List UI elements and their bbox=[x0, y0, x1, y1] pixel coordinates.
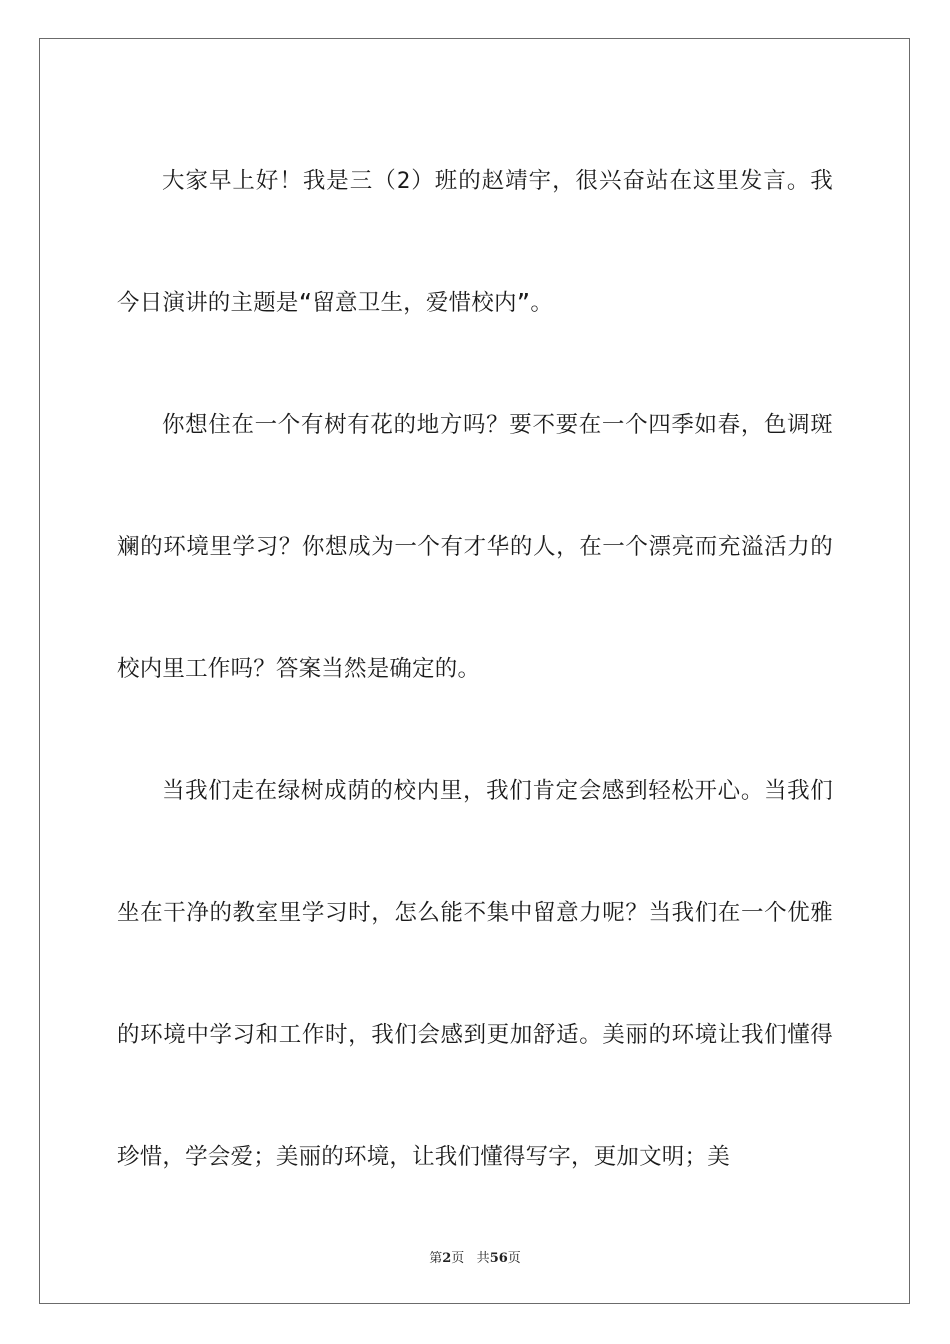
page-prefix: 第 bbox=[429, 1251, 443, 1266]
total-prefix: 共 bbox=[476, 1251, 490, 1266]
page-suffix: 页 bbox=[451, 1251, 465, 1266]
document-body bbox=[117, 120, 833, 1218]
total-pages: 56 bbox=[489, 1251, 508, 1266]
page-footer bbox=[0, 1247, 950, 1266]
paragraph-2: 你想住在一个有树有花的地方吗？要不要在一个四季如春，色调斑斓的环境里学习？你想成为一个有才华的人，在一个漂亮而充溢活力的校内里工作吗？答案当然是确定的。 bbox=[117, 412, 833, 682]
total-suffix: 页 bbox=[507, 1251, 521, 1266]
paragraph-1: 大家早上好！我是三（2）班的赵靖宇，很兴奋站在这里发言。我今日演讲的主题是“留意卫生，爱惜校内”。 bbox=[117, 168, 833, 316]
page-number: 2 bbox=[442, 1251, 452, 1266]
paragraph-3: 当我们走在绿树成荫的校内里，我们肯定会感到轻松开心。当我们坐在干净的教室里学习时，怎么能不集中留意力呢？当我们在一个优雅的环境中学习和工作时，我们会感到更加舒适。美丽的环境让我们懂得珍惜，学会爱；美丽的环境，让我们懂得写字，更加文明；美 bbox=[117, 778, 833, 1170]
